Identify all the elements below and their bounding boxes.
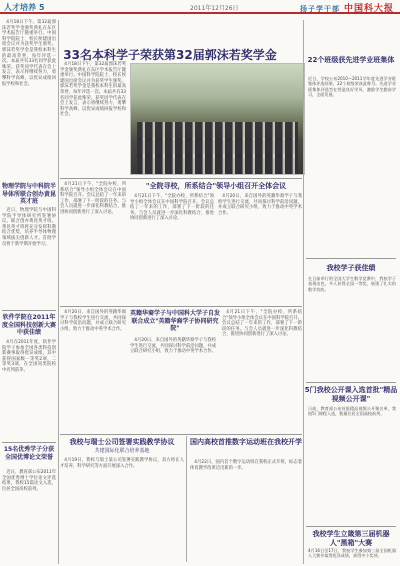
issue-date: 2011年12月26日 — [190, 5, 239, 12]
paper-name: 扬子学干部 中国科大报 — [299, 4, 394, 14]
col-left-body3: 近日，教育部公布2011年全国优秀博士学位论文评选结果，我校15篇论文入选，位居全国高校前列。 — [2, 470, 56, 492]
sidebar-title-2: 我校学子获佳绩 — [326, 264, 376, 272]
mid-body4: 4月19日，我校与瑞士某公司签署实践教学协议，双方将在人才培养、科学研究等方面开展深入合作。 — [60, 458, 184, 469]
mid-body-c: 4月20日，来自国外的英籍华裔学子与我校学生进行交流，共同探讨科学前沿问题，并成立联合研究小组，致力于推动中英学术合作。 — [218, 194, 302, 216]
col-left-body2: 4月在2011年度，软件学院学子参加全国各类科技创新赛事取得优异成绩，其中获得国家级一等奖2项、二等奖3项，在全国同类院校中名列前茅。 — [2, 340, 56, 373]
sidebar — [304, 20, 398, 564]
lead-body: 4月18日下午，第32届郭沫若奖学金颁奖典礼在东区学术报告厅隆重举行。中国科学院院士、校长侯建国出席会议并为获奖学生颁奖。郭沫若奖学金是我校本科生的最高荣誉，每年评选一次。本届共有33名同学获此殊荣。获奖同学代表在会上发言，表示将继续努力，勇攀科学高峰，以优异成绩回报学校和社会。 — [60, 62, 126, 118]
sidebar-title-3: 5门我校公开课入选首批"精品视频公开课" — [304, 386, 398, 403]
mid-body-d: 4月20日，来自国外的英籍华裔学子与我校学生进行交流，共同探讨科学前沿问题，并成立联合研究小组，致力于推动中英学术合作。 — [60, 310, 126, 332]
sidebar-title-4: 我校学生立箴第三届机器人"黑箱"大赛 — [312, 530, 390, 547]
mid-title3: 英籍华裔学子与中国科大学子自发联合成立"英籍华裔学子协同研究院" — [130, 310, 221, 332]
mid-body-b: 4月21日下午，"全院办校、所系结合"领导小组全体会议在中国科学院召开。会议总结了一年来的工作，部署了下一阶段的任务。与会人员就进一步深化科教结合、推进协同创新进行了深入讨论。 — [130, 194, 214, 222]
sidebar-title-1: 22个班级获先进学业班集体 — [307, 56, 395, 64]
page-number: 5 — [39, 3, 45, 12]
sidebar-body-2: 在日前举行的全国大学生数学竞赛中，我校学子表现出色，多人获得全国一等奖，展现了扎实的数学功底。 — [308, 276, 396, 292]
mid-body-f: 4月21日下午，"全院办校、所系结合"领导小组全体会议在中国科学院召开。会议总结了一年来的工作，部署了下一阶段的任务。与会人员就进一步深化科教结合、推进协同创新进行了深入讨论。 — [222, 310, 302, 338]
mid-body-a: 4月21日下午，"全院办校、所系结合"领导小组全体会议在中国科学院召开。会议总结了一年来的工作，部署了下一阶段的任务。与会人员就进一步深化科教结合、推进协同创新进行了深入讨论。 — [60, 182, 126, 215]
col-left-body: 近日，物理学院与中国科学院半导体研究所签署协议，联合创办黄昆英才班。黄昆英才班将充分发挥科教结合优势，培养半导体物理领域拔尖创新人才。首批学员将于新学期开始学习。 — [2, 208, 56, 247]
col-left-intro: 4月18日下午，第32届郭沫若奖学金颁奖典礼在东区学术报告厅隆重举行。中国科学院院士、校长侯建国出席会议并为获奖学生颁奖。郭沫若奖学金是我校本科生的最高荣誉，每年评选一次。本届共有33名同学获此殊荣。获奖同学代表在会上发言，表示将继续努力，勇攀科学高峰，以优异成绩回报学校和社会。 — [2, 20, 56, 87]
mid-body-e: 4月20日，来自国外的英籍华裔学子与我校学生进行交流，共同探讨科学前沿问题，并成立联合研究小组，致力于推动中英学术合作。 — [130, 338, 216, 355]
sidebar-body-3: 日前，教育部公布首批精品视频公开课名单，我校5门课程入选，数量位居全国高校前列。 — [308, 406, 396, 417]
sidebar-body-1: 近日，学校公布2010—2011学年度先进学业班集体评选结果，22个班级荣获此称号。先进学业班集体评选旨在营造良好学风，激励学生勤奋学习，全面发展。 — [308, 76, 396, 98]
motto: 扬子学干部 — [299, 5, 340, 13]
mid-body5: 4月22日，国内首个数字运动班在我校正式开班，标志着体育教学改革迈出新的一步。 — [190, 460, 302, 471]
group-photo — [130, 63, 305, 175]
mid-subtitle4: 共建国际化联合培养基地 — [94, 448, 150, 454]
col-left-title3: 15名优秀学子分获全国优博论文荣誉 — [3, 446, 55, 461]
sidebar-body-4: 4月16日至17日，我校学生参加第三届全国机器人大赛并取得优异成绩，获得多个奖项。 — [308, 548, 396, 559]
mid-title5: 国内高校首推数字运动班在我校开学 — [190, 438, 302, 446]
lead-headline: 33名本科学子荣获第32届郭沫若奖学金 — [63, 48, 277, 62]
col-left-title2: 软件学院在2011年度全国科技创新大赛中获佳绩 — [2, 314, 57, 336]
mid-title4: 我校与瑞士公司签署实践教学协议 — [69, 438, 175, 446]
mid-title: "全院寻校，所系结合"领导小组召开全体会议 — [145, 182, 287, 190]
masthead — [0, 0, 400, 14]
col-left-title: 物理学院与中科院半导体所联合创办黄昆英才班 — [2, 183, 57, 205]
section-label: 人才培养 5 — [4, 3, 45, 12]
